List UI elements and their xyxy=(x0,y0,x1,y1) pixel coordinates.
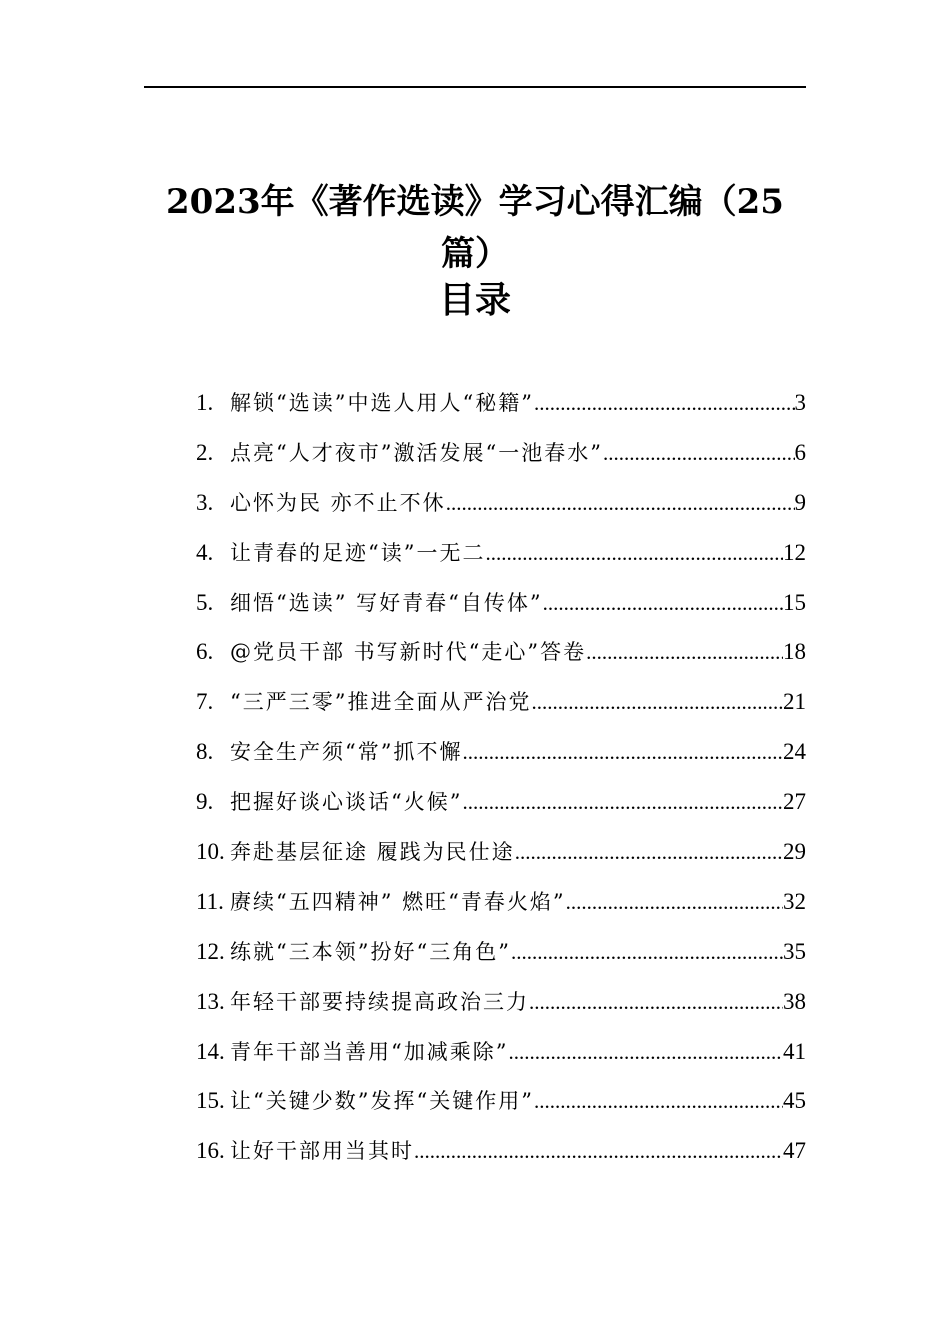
toc-entry-page: 3 xyxy=(794,390,806,415)
toc-entry-page: 32 xyxy=(783,888,806,914)
toc-leader-dots xyxy=(531,678,783,728)
toc-leader-dots xyxy=(529,978,783,1028)
toc-entry-page: 41 xyxy=(783,1038,806,1064)
toc-leader-dots xyxy=(543,579,783,629)
toc-entry-number: 14. xyxy=(196,1038,225,1064)
toc-entry-title: 年轻干部要持续提高政治三力 xyxy=(230,989,529,1014)
toc-entry-page: 15 xyxy=(783,589,806,615)
toc-entry-number: 3. xyxy=(196,489,214,515)
toc-entry-title: 把握好谈心谈话“火候” xyxy=(230,790,463,815)
toc-entry-number: 2. xyxy=(196,439,214,465)
toc-entry-number: 12. xyxy=(196,938,225,964)
toc-entry[interactable] xyxy=(196,777,806,827)
toc-entry-number: 5. xyxy=(196,589,214,615)
toc-entry[interactable] xyxy=(196,677,806,727)
toc-leader-dots xyxy=(603,429,795,479)
toc-entry[interactable] xyxy=(196,428,806,478)
toc-entry-number: 4. xyxy=(196,539,214,565)
toc-leader-dots xyxy=(414,1127,783,1177)
toc-entry-page: 6 xyxy=(794,439,806,465)
toc-entry-page: 24 xyxy=(783,739,806,765)
toc-leader-dots xyxy=(566,878,783,928)
toc-entry-page: 18 xyxy=(783,639,806,665)
toc-entry[interactable] xyxy=(196,927,806,977)
toc-entry[interactable] xyxy=(196,578,806,628)
toc-entry-title: 细悟“选读” 写好青春“自传体” xyxy=(230,590,543,615)
toc-leader-dots xyxy=(508,1028,783,1078)
toc-entry-page: 35 xyxy=(783,938,806,964)
toc-entry-page: 12 xyxy=(783,539,806,565)
toc-entry-title: 心怀为民 亦不止不休 xyxy=(230,490,446,515)
toc-leader-dots xyxy=(462,778,783,828)
toc-entry-number: 8. xyxy=(196,739,214,765)
toc-entry-title: 奔赴基层征途 履践为民仕途 xyxy=(230,840,515,865)
toc-leader-dots xyxy=(586,628,783,678)
toc-entry-title: 赓续“五四精神” 燃旺“青春火焰” xyxy=(230,889,566,914)
toc-entry-number: 10. xyxy=(196,839,225,865)
toc-entry[interactable] xyxy=(196,1126,806,1176)
toc-leader-dots xyxy=(446,479,795,529)
toc-entry-title: “三严三零”推进全面从严治党 xyxy=(230,690,532,715)
toc-entry[interactable] xyxy=(196,627,806,677)
toc-leader-dots xyxy=(462,728,783,778)
toc-leader-dots xyxy=(485,529,783,579)
toc-entry-page: 29 xyxy=(783,839,806,865)
toc-entry-title: 解锁“选读”中选人用人“秘籍” xyxy=(230,391,534,415)
toc-entry[interactable] xyxy=(196,827,806,877)
toc-entry-number: 6. xyxy=(196,639,214,665)
toc-entry[interactable] xyxy=(196,727,806,777)
toc-entry-title: 练就“三本领”扮好“三角色” xyxy=(230,939,511,964)
toc-leader-dots xyxy=(511,928,783,978)
toc-entry-title: 点亮“人才夜市”激活发展“一池春水” xyxy=(230,440,603,465)
toc-entry-page: 27 xyxy=(783,789,806,815)
toc-entry[interactable] xyxy=(196,378,806,428)
toc-entry-number: 15. xyxy=(196,1088,225,1114)
toc-entry-title: 让青春的足迹“读”一无二 xyxy=(230,540,486,565)
toc-leader-dots xyxy=(534,379,795,429)
toc-entry-page: 38 xyxy=(783,988,806,1014)
toc-entry-number: 9. xyxy=(196,789,214,815)
toc-entry-title: 青年干部当善用“加减乘除” xyxy=(230,1039,509,1064)
toc-heading: 目录 xyxy=(438,279,511,321)
toc-entry-number: 1. xyxy=(196,390,214,415)
toc-entry-page: 45 xyxy=(783,1088,806,1114)
toc-entry-number: 16. xyxy=(196,1138,225,1164)
header-rule xyxy=(144,86,806,88)
toc-entry[interactable] xyxy=(196,1027,806,1077)
toc-leader-dots xyxy=(515,828,783,878)
toc-entry-number: 7. xyxy=(196,689,214,715)
toc-entry-number: 11. xyxy=(196,888,224,914)
toc-entry-page: 47 xyxy=(783,1138,806,1164)
toc-entry-number: 13. xyxy=(196,988,225,1014)
toc-leader-dots xyxy=(534,1077,783,1127)
toc-entry-title: 让好干部用当其时 xyxy=(230,1139,414,1164)
toc-entry[interactable] xyxy=(196,877,806,927)
table-of-contents xyxy=(196,378,806,1176)
toc-entry-page: 9 xyxy=(794,489,806,515)
document-title: 2023年《著作选读》学习心得汇编（25篇） xyxy=(166,182,784,274)
toc-entry-title: 安全生产须“常”抓不懈 xyxy=(230,740,463,765)
toc-entry-title: 让“关键少数”发挥“关键作用” xyxy=(230,1089,534,1114)
toc-entry[interactable] xyxy=(196,1076,806,1126)
toc-entry[interactable] xyxy=(196,528,806,578)
toc-entry-page: 21 xyxy=(783,689,806,715)
toc-entry[interactable] xyxy=(196,977,806,1027)
toc-entry-title: @党员干部 书写新时代“走心”答卷 xyxy=(230,640,587,665)
toc-entry[interactable] xyxy=(196,478,806,528)
